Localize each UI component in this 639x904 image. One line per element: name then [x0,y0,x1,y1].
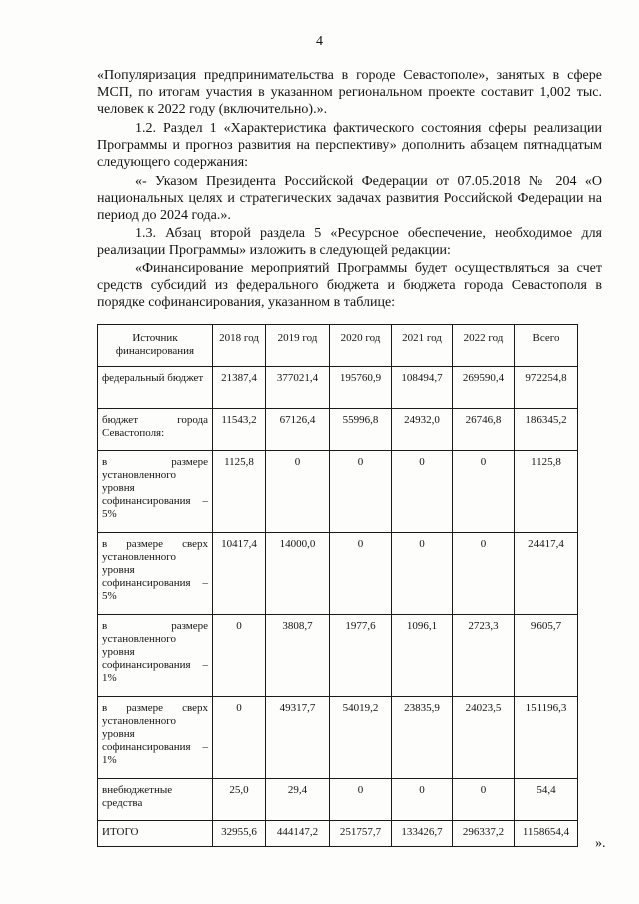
table-row [98,367,578,409]
cell-2020: 0 [330,451,392,533]
cell-2018: 10417,4 [213,533,266,615]
financing-table-wrapper [97,324,578,847]
cell-2019: 3808,7 [266,615,330,697]
cell-2019: 67126,4 [266,409,330,451]
cell-2022: 26746,8 [453,409,515,451]
cell-2019: 377021,4 [266,367,330,409]
cell-2020: 1977,6 [330,615,392,697]
cell-total: 1158654,4 [515,821,578,847]
row-source: бюджет города Севастополя: [98,409,213,451]
cell-2018: 25,0 [213,779,266,821]
table-row [98,533,578,615]
table-row [98,779,578,821]
row-source: в размере сверх установленного уровня софинансирования – 1% [98,697,213,779]
header-2019: 2019 год [266,325,330,367]
row-source: ИТОГО [98,821,213,847]
cell-total: 151196,3 [515,697,578,779]
cell-2019: 0 [266,451,330,533]
financing-table [97,324,578,847]
header-2020: 2020 год [330,325,392,367]
cell-2021: 133426,7 [392,821,453,847]
table-row [98,409,578,451]
cell-2021: 23835,9 [392,697,453,779]
cell-2019: 444147,2 [266,821,330,847]
cell-2019: 29,4 [266,779,330,821]
cell-2020: 251757,7 [330,821,392,847]
paragraph-3: «- Указом Президента Российской Федерации от 07.05.2018 № 204 «О национальных целях и стратегических задачах развития Российской Федерации на период до 2024 года.». [97,174,602,223]
cell-2022: 2723,3 [453,615,515,697]
cell-2020: 195760,9 [330,367,392,409]
row-source: в размере установленного уровня софинансирования – 5% [98,451,213,533]
cell-2022: 0 [453,779,515,821]
table-row [98,451,578,533]
cell-2022: 269590,4 [453,367,515,409]
cell-total: 9605,7 [515,615,578,697]
row-source: внебюджетные средства [98,779,213,821]
table-row [98,615,578,697]
cell-total: 972254,8 [515,367,578,409]
cell-2018: 0 [213,615,266,697]
closing-quote-mark: ». [595,836,606,851]
cell-2021: 0 [392,451,453,533]
row-source: в размере установленного уровня софинансирования – 1% [98,615,213,697]
cell-2019: 14000,0 [266,533,330,615]
cell-2018: 32955,6 [213,821,266,847]
paragraph-5: «Финансирование мероприятий Программы будет осуществляться за счет средств субсидий из федерального бюджета и бюджета города Севастополя в порядке софинансирования, указанном в таблице: [97,261,602,310]
header-2022: 2022 год [453,325,515,367]
row-source: в размере сверх установленного уровня софинансирования – 5% [98,533,213,615]
cell-2022: 0 [453,533,515,615]
cell-2018: 0 [213,697,266,779]
cell-total: 54,4 [515,779,578,821]
cell-2022: 24023,5 [453,697,515,779]
cell-total: 24417,4 [515,533,578,615]
cell-2018: 1125,8 [213,451,266,533]
cell-2019: 49317,7 [266,697,330,779]
table-row [98,697,578,779]
cell-2020: 55996,8 [330,409,392,451]
cell-2020: 0 [330,533,392,615]
table-total-row [98,821,578,847]
cell-total: 1125,8 [515,451,578,533]
paragraph-1: «Популяризация предпринимательства в городе Севастополе», занятых в сфере МСП, по итогам участия в указанном региональном проекте составит 1,002 тыс. человек к 2022 году (включительно).». [97,68,602,117]
header-2021: 2021 год [392,325,453,367]
cell-2020: 0 [330,779,392,821]
paragraph-2: 1.2. Раздел 1 «Характеристика фактического состояния сферы реализации Программы и прогноз развития на перспективу» дополнить абзацем пятнадцатым следующего содержания: [97,121,602,170]
paragraph-4: 1.3. Абзац второй раздела 5 «Ресурсное обеспечение, необходимое для реализации Программы» изложить в следующей редакции: [97,226,602,258]
header-2018: 2018 год [213,325,266,367]
cell-2020: 54019,2 [330,697,392,779]
header-total: Всего [515,325,578,367]
header-source: Источник финансирования [98,325,213,367]
cell-2021: 24932,0 [392,409,453,451]
table-header-row [98,325,578,367]
cell-total: 186345,2 [515,409,578,451]
row-source: федеральный бюджет [98,367,213,409]
cell-2021: 108494,7 [392,367,453,409]
cell-2018: 21387,4 [213,367,266,409]
cell-2021: 0 [392,533,453,615]
cell-2022: 296337,2 [453,821,515,847]
cell-2021: 0 [392,779,453,821]
cell-2018: 11543,2 [213,409,266,451]
cell-2022: 0 [453,451,515,533]
page-number: 4 [316,34,323,49]
cell-2021: 1096,1 [392,615,453,697]
